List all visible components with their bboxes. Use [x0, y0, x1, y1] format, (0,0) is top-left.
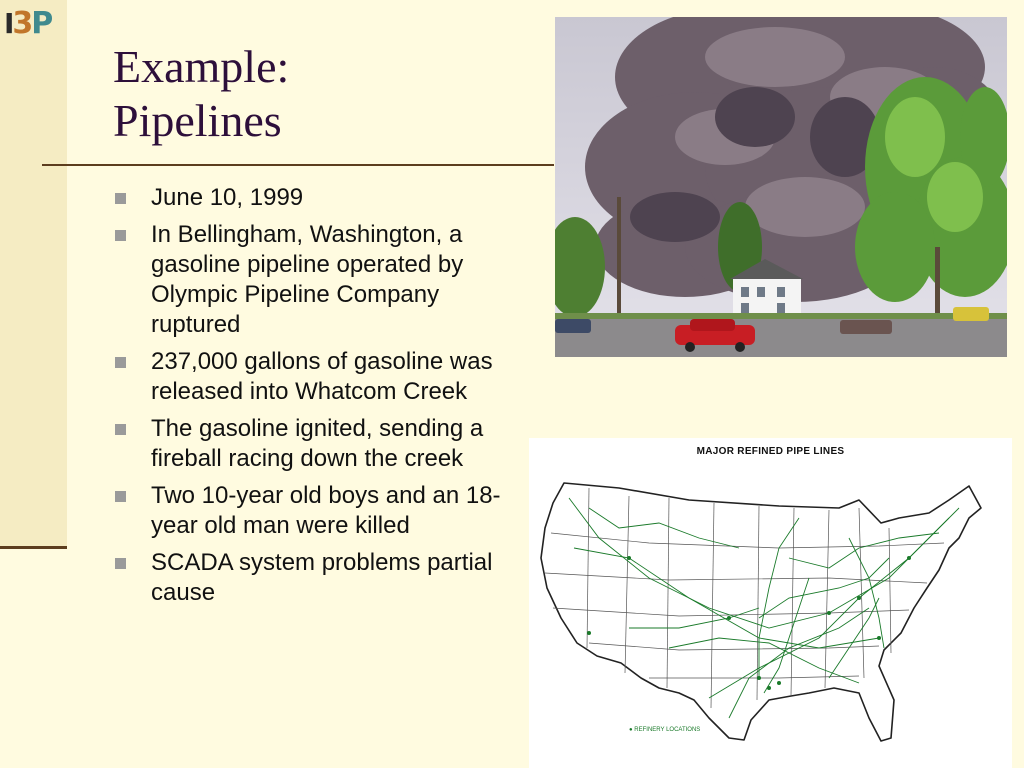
bullet-text: June 10, 1999	[151, 184, 304, 211]
pipeline-map	[529, 438, 1012, 768]
bullet-text: In Bellingham, Washington, a gasoline pipeline operated by Olympic Pipeline Company ruptured	[151, 221, 464, 338]
i3p-logo	[4, 4, 66, 44]
map-legend: ● REFINERY LOCATIONS	[629, 727, 701, 733]
bullet-square-icon	[115, 558, 126, 569]
explosion-photo-illustration	[555, 17, 1007, 357]
bullet-square-icon	[115, 357, 126, 368]
title-line-1: Example:	[113, 41, 290, 92]
bullet-item	[113, 548, 523, 608]
logo-letter-3: 3	[12, 6, 32, 41]
title-line-2: Pipelines	[113, 95, 282, 146]
us-map-illustration	[529, 438, 1012, 768]
bullet-item	[113, 347, 523, 407]
bullet-square-icon	[115, 491, 126, 502]
bullet-text: The gasoline ignited, sending a fireball racing down the creek	[151, 415, 484, 472]
bullet-item	[113, 414, 523, 474]
logo-letter-i: I	[4, 7, 13, 40]
bullet-text: SCADA system problems partial cause	[151, 549, 493, 606]
bullet-square-icon	[115, 424, 126, 435]
map-title: MAJOR REFINED PIPE LINES	[696, 446, 845, 457]
bullet-list	[113, 183, 523, 615]
explosion-photo	[555, 17, 1007, 357]
bullet-item	[113, 481, 523, 541]
bullet-square-icon	[115, 230, 126, 241]
sidebar-band	[0, 0, 67, 549]
bullet-text: Two 10-year old boys and an 18-year old man were killed	[151, 482, 501, 539]
bullet-item	[113, 220, 523, 340]
bullet-square-icon	[115, 193, 126, 204]
bullet-item	[113, 183, 523, 213]
logo-letter-p: P	[31, 6, 52, 41]
bullet-text: 237,000 gallons of gasoline was released into Whatcom Creek	[151, 348, 493, 405]
title-divider	[42, 164, 554, 166]
slide-title	[113, 40, 543, 148]
